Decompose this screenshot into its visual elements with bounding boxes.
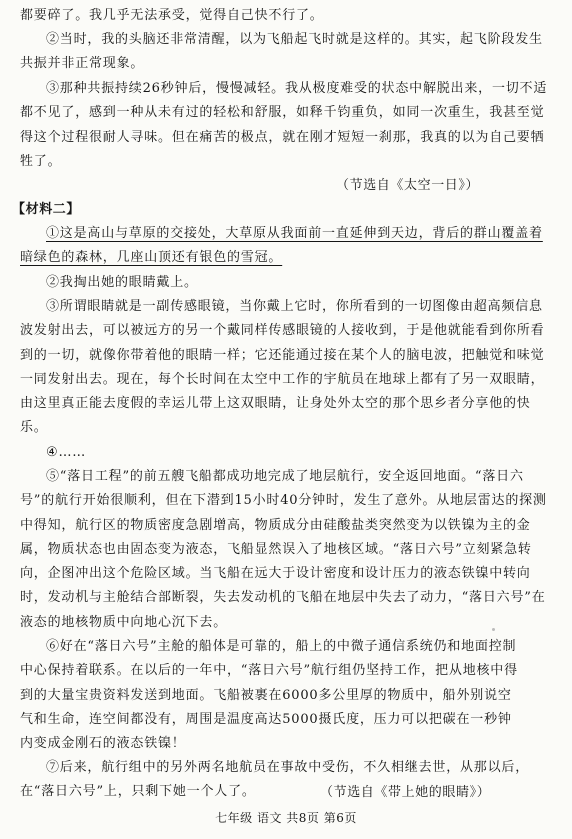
material-2-paragraph-2: ②我掏出她的眼睛戴上。: [46, 275, 198, 290]
material-2-paragraph-7: ⑦后来，航行组中的另外两名地航员在事故中受伤，不久相继去世，从那以后，在“落日六号”上，只剩下她一个人了。: [20, 760, 530, 800]
paragraph-2: ②当时，我的头脑还非常清醒，以为飞船起飞时就是这样的。其实，起飞阶段发生共振并非正常现象。: [20, 32, 543, 72]
material-2-paragraph-6: ⑥好在“落日六号”主舱的船体是可靠的，船上的中微子通信系统仍和地面控制中心保持着联系。在以后的一年中，“落日六号”航行组仍坚持工作，把从地核中得到的大量宝贵资料发送到地面。飞船被裹在6000多公里厚的物质中，船外别说空气和生命，连空间都没有，周围是温度高达5000摄氏度，压力可以把碳在一秒钟内变成金刚石的液态铁镍！: [20, 639, 518, 752]
material-2-paragraph-5: ⑤“落日工程”的前五艘飞船都成功地完成了地层航行，安全返回地面。“落日六号”的航行开始很顺利，但在下潜到15小时40分钟时，发生了意外。从地层雷达的探测中得知，航行区的物质密度急剧增高，物质成分由硅酸盐类突然变为以铁镍为主的金属，物质状态也由固态变为液态，飞船显然误入了地核区域。“落日六号”立刻紧急转向，企图冲出这个危险区域。当飞船在远大于设计密度和设计压力的液态铁镍中转向时，发动机与主舱结合部断裂，失去发动机的飞船在地层中失去了动力，“落日六号”在液态的地核物质中向地心沉下去。: [20, 469, 547, 630]
paragraph-continuation: 都要碎了。我几乎无法承受，觉得自己快不行了。: [20, 8, 324, 23]
page-footer: 七年级 语文 共8页 第6页: [215, 811, 357, 825]
material-2-paragraph-4: ④……: [46, 445, 87, 460]
material-2-paragraph-1: ①这是高山与草原的交接处，大草原从我面前一直延伸到天边，背后的群山覆盖着暗绿色的森林，几座山顶还有银色的雪冠。: [20, 226, 543, 266]
material-2-paragraph-3: ③所谓眼睛就是一副传感眼镜，当你戴上它时，你所看到的一切图像由超高频信息波发射出去，可以被远方的另一个戴同样传感眼镜的人接收到，于是他就能看到你所看到的一切，就像你带着他的眼睛一样；它还能通过接在某个人的脑电波，把触觉和味觉一同发射出去。现在，每个长时间在太空中工作的宇航员在地球上都有了另一双眼睛，由这里真正能去度假的幸运儿带上这双眼睛，让身处外太空的那个思乡者分享他的快乐。: [20, 299, 545, 436]
source-note-2: （节选自《带上她的眼睛》）: [320, 784, 491, 800]
scan-speck: [492, 628, 495, 631]
material-2-heading: 【材料二】: [12, 202, 81, 217]
source-note-1: （节选自《太空一日》）: [336, 178, 480, 193]
paragraph-3: ③那种共振持续26秒钟后，慢慢减轻。我从极度难受的状态中解脱出来，一切不适都不见了，感到一种从未有过的轻松和舒服，如释千钧重负，如同一次重生，我甚至觉得这个过程很耐人寻味。但在痛苦的极点，就在刚才短短一刹那，我真的以为自己要牺牲了。: [20, 81, 548, 169]
